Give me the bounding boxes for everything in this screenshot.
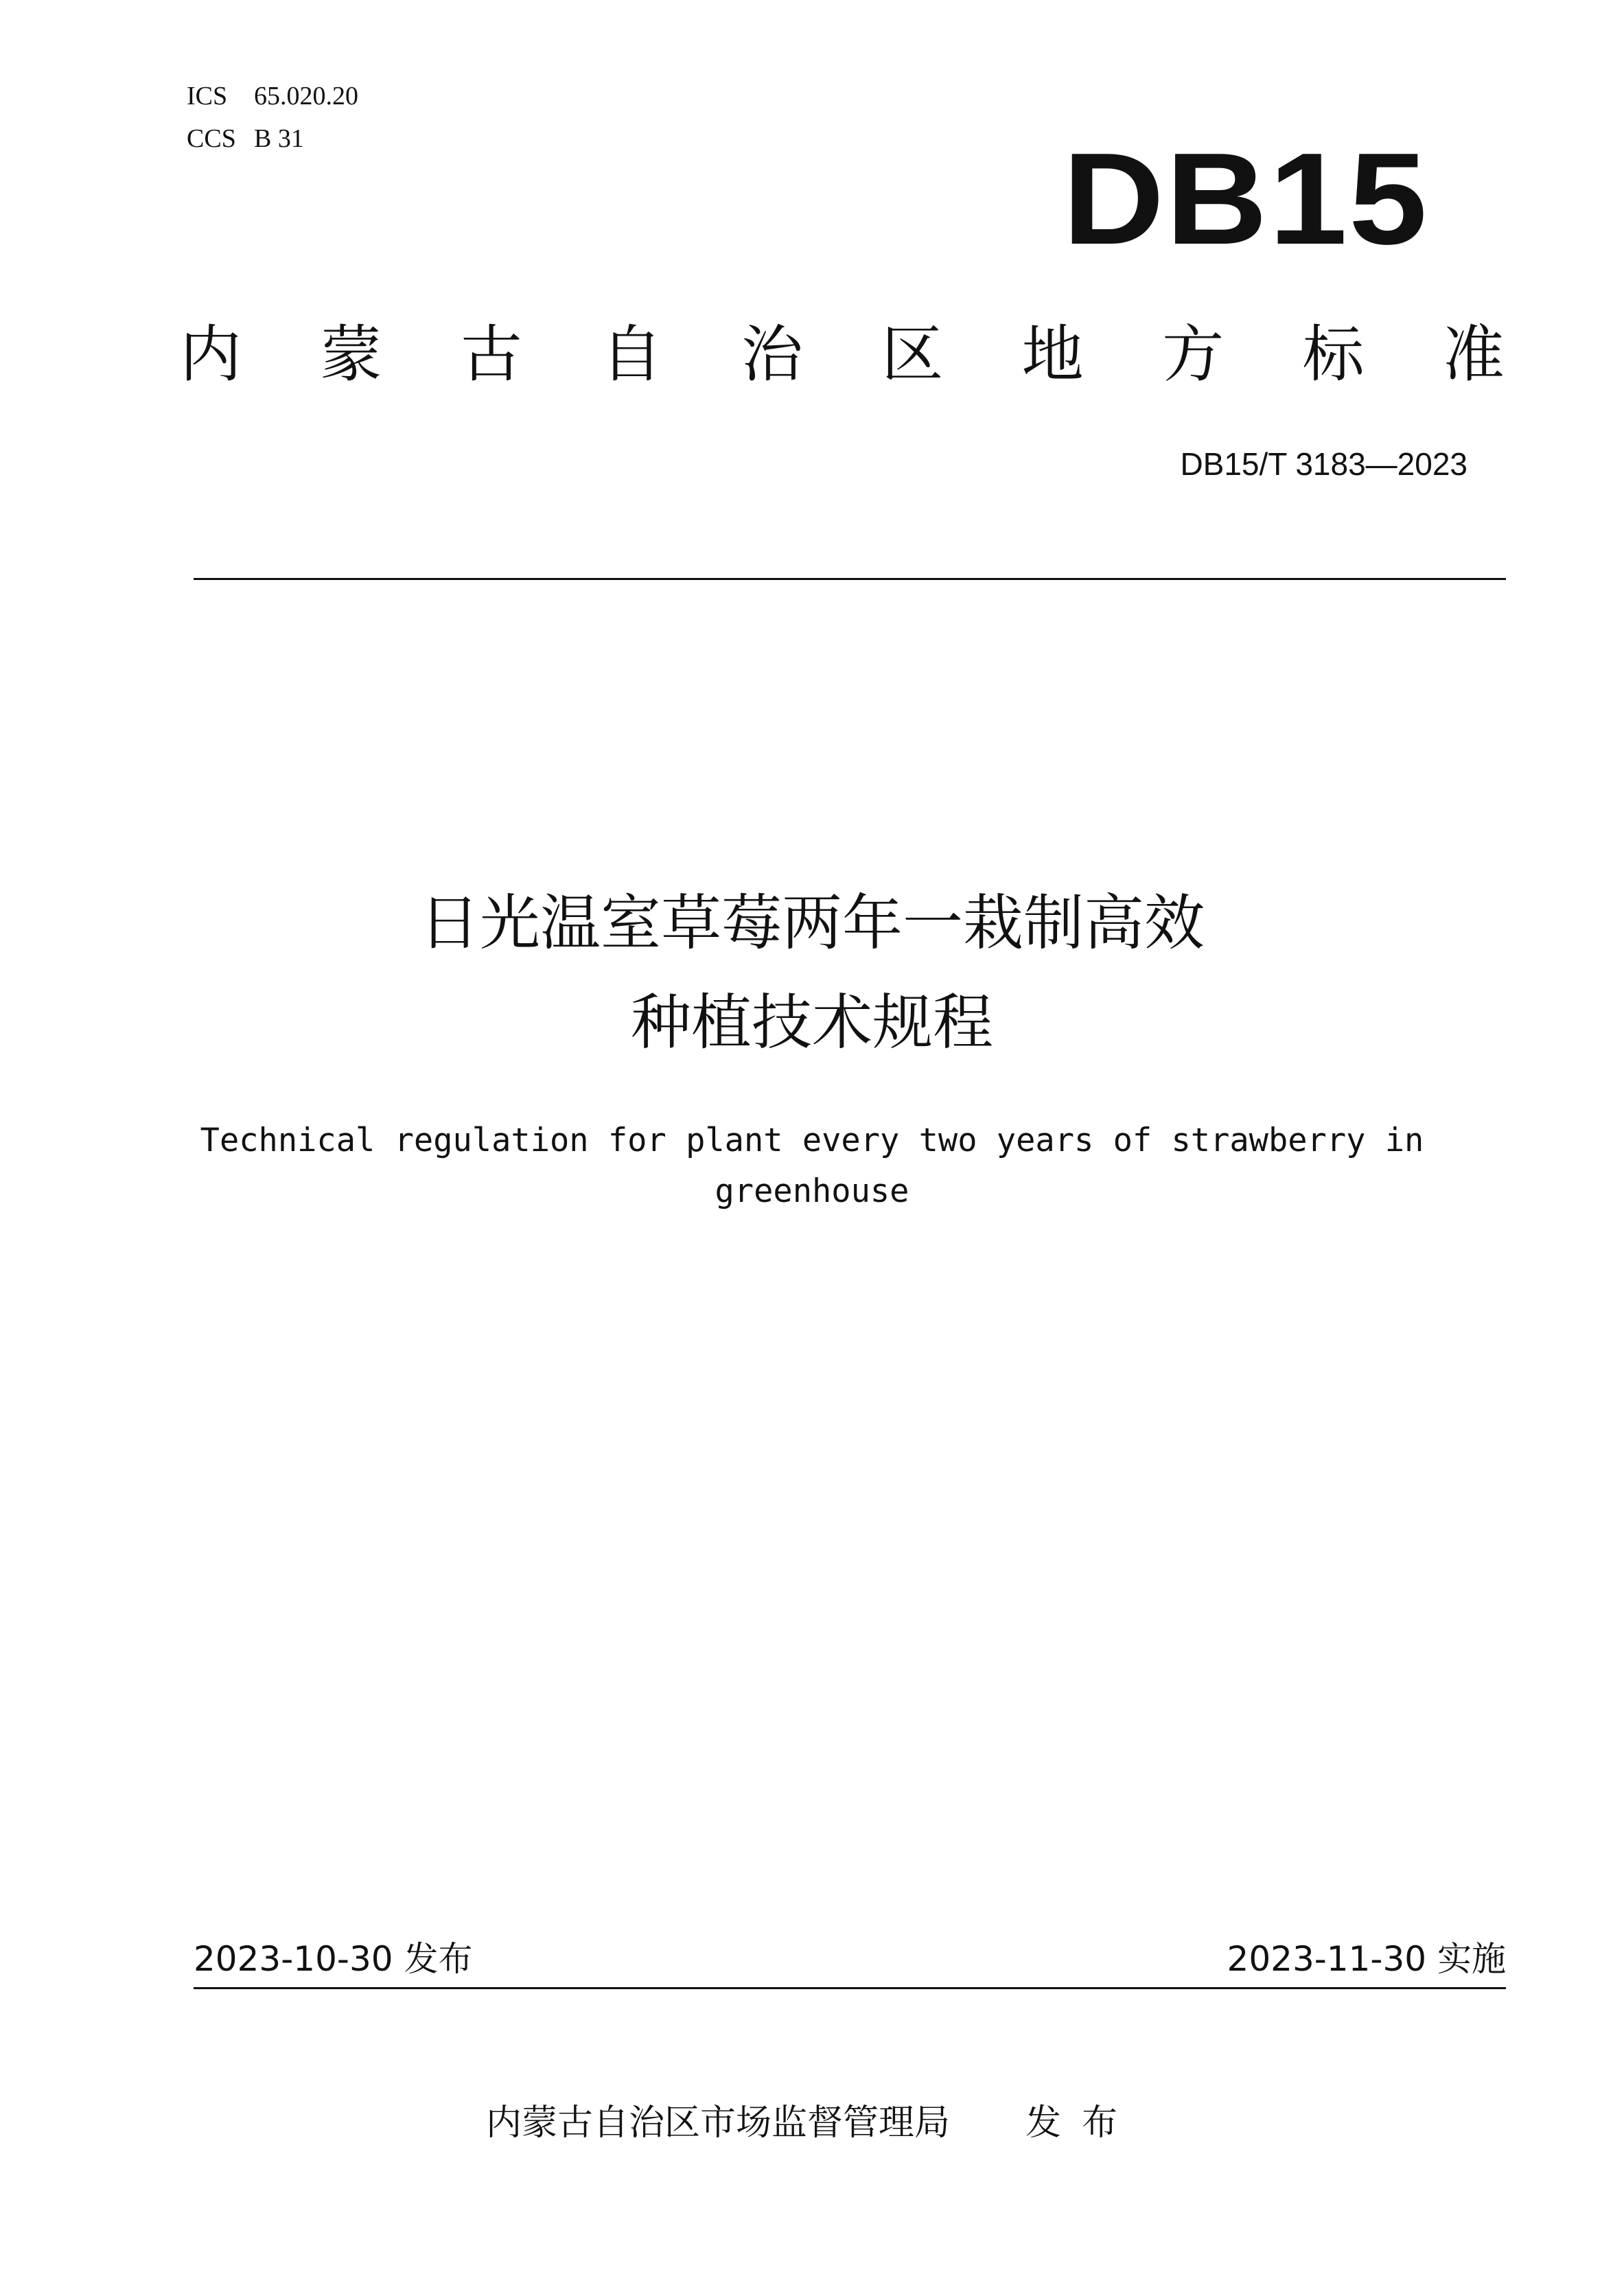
title-en-line-1: Technical regulation for plant every two years of strawberry in xyxy=(200,1122,1424,1159)
title-cn-line-2: 种植技术规程 xyxy=(630,987,993,1058)
issue-date: 2023-10-30 发布 xyxy=(194,1939,473,1979)
heading-char: 区 xyxy=(881,318,944,391)
heading-char: 地 xyxy=(1021,318,1084,391)
local-standard-heading xyxy=(180,317,1505,393)
standard-number: DB15/T 3183—2023 xyxy=(1180,446,1468,482)
issuer-name: 内蒙古自治区市场监督管理局 xyxy=(485,2102,950,2144)
heading-char: 治 xyxy=(741,318,803,391)
ics-label: ICS xyxy=(187,82,228,111)
title-en-line-2: greenhouse xyxy=(715,1172,909,1210)
heading-char: 蒙 xyxy=(320,318,382,391)
header-divider xyxy=(194,578,1506,580)
ccs-value: B 31 xyxy=(254,124,304,153)
issuer xyxy=(0,2099,1624,2147)
ccs-code xyxy=(187,124,304,154)
title-cn-line-1: 日光温室草莓两年一栽制高效 xyxy=(419,888,1205,958)
issuer-action: 发布 xyxy=(1025,2102,1139,2144)
heading-char: 自 xyxy=(601,318,663,391)
ics-code xyxy=(187,81,358,111)
ccs-label: CCS xyxy=(187,124,236,153)
heading-char: 方 xyxy=(1162,318,1225,391)
heading-char: 古 xyxy=(460,318,522,391)
ics-value: 65.020.20 xyxy=(254,82,358,111)
footer-divider xyxy=(194,1987,1506,1989)
implement-date: 2023-11-30 实施 xyxy=(1227,1939,1506,1979)
db15-logo: DB15 xyxy=(1063,126,1429,272)
heading-char: 内 xyxy=(180,318,242,391)
heading-char: 准 xyxy=(1442,318,1505,391)
heading-char: 标 xyxy=(1302,318,1365,391)
